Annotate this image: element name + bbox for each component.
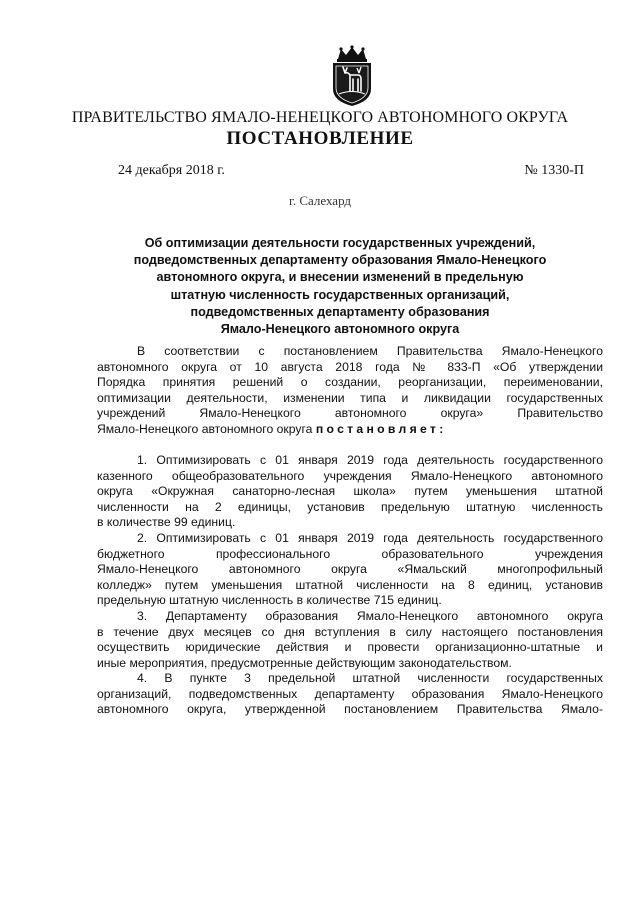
paragraph-line: в количестве 99 единиц. xyxy=(97,515,236,530)
preamble-paragraph xyxy=(97,344,603,438)
resolves-word: постановляет: xyxy=(315,421,447,436)
paragraph-line: предельную штатную численность в количестве 715 единиц. xyxy=(97,593,442,608)
paragraph-line: Порядка принятия решений о создании, реорганизации, переименовании, xyxy=(97,375,603,390)
heading-line: подведомственных департаменту образования Ямало-Ненецкого xyxy=(133,253,547,268)
item-1-paragraph xyxy=(97,453,603,531)
item-2-paragraph xyxy=(97,531,603,609)
item-3-paragraph xyxy=(97,609,603,671)
paragraph-line: автономного округа от 10 августа 2018 года № 833-П «Об утверждении xyxy=(97,359,603,374)
paragraph-line: казенного общеобразовательного учреждения Ямало-Ненецкого автономного xyxy=(97,468,603,483)
heading-line: штатную численность государственных организаций, xyxy=(170,287,510,302)
paragraph-line: оптимизации деятельности, изменении типа и ликвидации государственных xyxy=(97,390,603,405)
paragraph-line: В соответствии с постановлением Правительства Ямало-Ненецкого xyxy=(137,344,603,358)
coat-of-arms-icon xyxy=(329,45,375,107)
paragraph-line xyxy=(97,422,603,438)
paragraph-line: 4. В пункте 3 предельной штатной численности государственных xyxy=(137,671,603,685)
document-type: ПОСТАНОВЛЕНИЕ xyxy=(226,128,414,149)
paragraph-line-text: Ямало-Ненецкого автономного округа xyxy=(97,421,313,436)
heading-line: подведомственных департаменту образования xyxy=(190,304,490,319)
paragraph-line: учреждений Ямало-Ненецкого автономного округа» Правительство xyxy=(97,406,603,421)
heading-line: Об оптимизации деятельности государственных учреждений, xyxy=(144,236,536,250)
document-heading xyxy=(108,235,572,338)
paragraph-line: организаций, подведомственных департаменту образования Ямало-Ненецкого xyxy=(97,686,603,701)
item-4-paragraph xyxy=(97,671,603,718)
paragraph-line: колледж» путем уменьшения штатной численности на 8 единиц, установив xyxy=(97,577,603,592)
document-date: 24 декабря 2018 г. xyxy=(118,163,225,178)
paragraph-line: 3. Департаменту образования Ямало-Ненецкого автономного округа xyxy=(137,609,603,623)
paragraph-line: численности на 2 единицы, установив предельную штатную численность xyxy=(97,499,603,514)
heading-line: автономного округа, и внесении изменений в предельную xyxy=(156,270,524,285)
paragraph-line: 1. Оптимизировать с 01 января 2019 года деятельность государственного xyxy=(137,453,603,467)
paragraph-line: 2. Оптимизировать с 01 января 2019 года деятельность государственного xyxy=(137,531,603,545)
paragraph-line: иные мероприятия, предусмотренные действующим законодательством. xyxy=(97,655,512,670)
paragraph-line: бюджетного профессионального образовательного учреждения xyxy=(97,546,603,561)
document-city: г. Салехард xyxy=(288,193,352,208)
paragraph-line: осуществить юридические действия и провести организационно-штатные и xyxy=(97,640,603,655)
document-number: № 1330-П xyxy=(524,163,584,178)
paragraph-line: автономного округа, утвержденной постановлением Правительства Ямало- xyxy=(97,702,603,717)
paragraph-line: в течение двух месяцев со дня вступления в силу настоящего постановления xyxy=(97,624,603,639)
paragraph-line: округа «Окружная санаторно-лесная школа» путем уменьшения штатной xyxy=(97,484,603,499)
government-name: ПРАВИТЕЛЬСТВО ЯМАЛО-НЕНЕЦКОГО АВТОНОМНОГО ОКРУГА xyxy=(71,109,569,126)
heading-line: Ямало-Ненецкого автономного округа xyxy=(220,322,460,337)
paragraph-line: Ямало-Ненецкого автономного округа «Ямальский многопрофильный xyxy=(97,562,603,577)
